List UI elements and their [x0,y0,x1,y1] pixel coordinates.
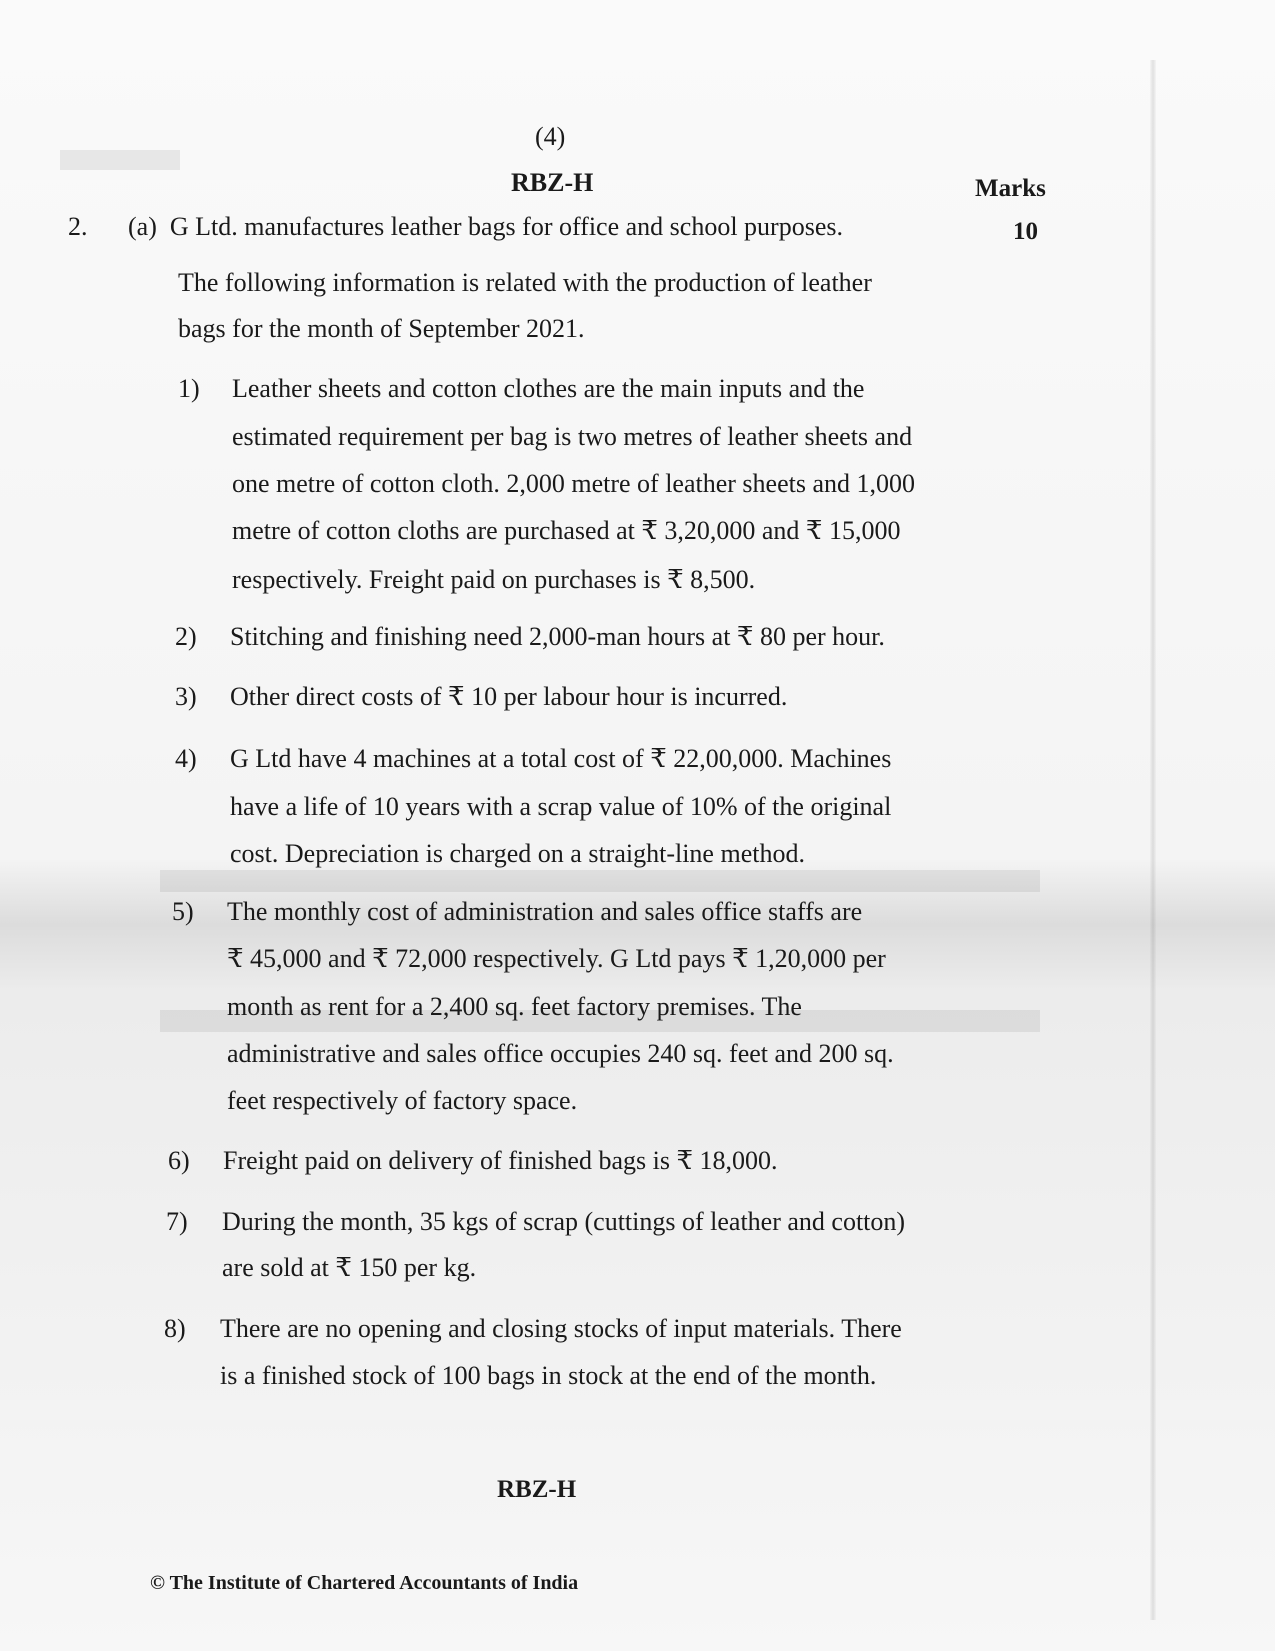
question-intro: G Ltd. manufactures leather bags for office and school purposes. [169,212,843,241]
item-line: is a finished stock of 100 bags in stock at the end of the month. [220,1361,877,1390]
item-line: metre of cotton cloths are purchased at ₹ 3,20,000 and ₹ 15,000 [232,516,901,545]
question-part: (a) [128,212,157,241]
question-part-label [128,212,843,242]
item-line: feet respectively of factory space. [227,1086,578,1115]
copyright-notice: © The Institute of Chartered Accountants of India [150,1572,579,1594]
item-number: 1) [178,374,200,403]
item-line: cost. Depreciation is charged on a straight-line method. [230,839,805,868]
item-number: 7) [166,1207,188,1236]
item-line: Other direct costs of ₹ 10 per labour hour is incurred. [230,682,788,711]
item-line: During the month, 35 kgs of scrap (cuttings of leather and cotton) [222,1207,906,1236]
item-line: Leather sheets and cotton clothes are the main inputs and the [232,374,865,403]
item-line: G Ltd have 4 machines at a total cost of ₹ 22,00,000. Machines [230,744,892,773]
item-line: Stitching and finishing need 2,000-man hours at ₹ 80 per hour. [230,622,885,651]
item-line: ₹ 45,000 and ₹ 72,000 respectively. G Ltd pays ₹ 1,20,000 per [227,944,886,973]
item-line: administrative and sales office occupies 240 sq. feet and 200 sq. [227,1039,894,1068]
paper-code-footer: RBZ-H [497,1476,577,1503]
item-line: are sold at ₹ 150 per kg. [222,1253,477,1282]
item-line: have a life of 10 years with a scrap value of 10% of the original [230,792,892,821]
bleed-through-mark [60,150,180,170]
item-line: respectively. Freight paid on purchases is ₹ 8,500. [232,565,756,594]
marks-column-heading: Marks [975,175,1046,202]
item-line: estimated requirement per bag is two metres of leather sheets and [232,422,913,451]
question-marks: 10 [1013,218,1038,245]
lead-line: bags for the month of September 2021. [178,314,585,343]
question-number: 2. [68,212,88,241]
item-number: 8) [164,1314,186,1343]
item-number: 6) [168,1146,190,1175]
item-number: 4) [175,744,197,773]
lead-line: The following information is related with the production of leather [178,268,872,297]
page-number: (4) [535,122,566,151]
item-line: month as rent for a 2,400 sq. feet factory premises. The [227,992,802,1021]
page-fold-shadow [1150,60,1156,1620]
paper-code-header: RBZ-H [511,168,594,197]
item-number: 3) [175,682,197,711]
item-line: Freight paid on delivery of finished bags is ₹ 18,000. [223,1146,778,1175]
item-number: 5) [172,897,194,926]
item-number: 2) [175,622,197,651]
item-line: The monthly cost of administration and sales office staffs are [227,897,863,926]
item-line: one metre of cotton cloth. 2,000 metre of leather sheets and 1,000 [232,469,916,498]
bleed-through-mark [160,870,1040,892]
item-line: There are no opening and closing stocks of input materials. There [220,1314,902,1343]
